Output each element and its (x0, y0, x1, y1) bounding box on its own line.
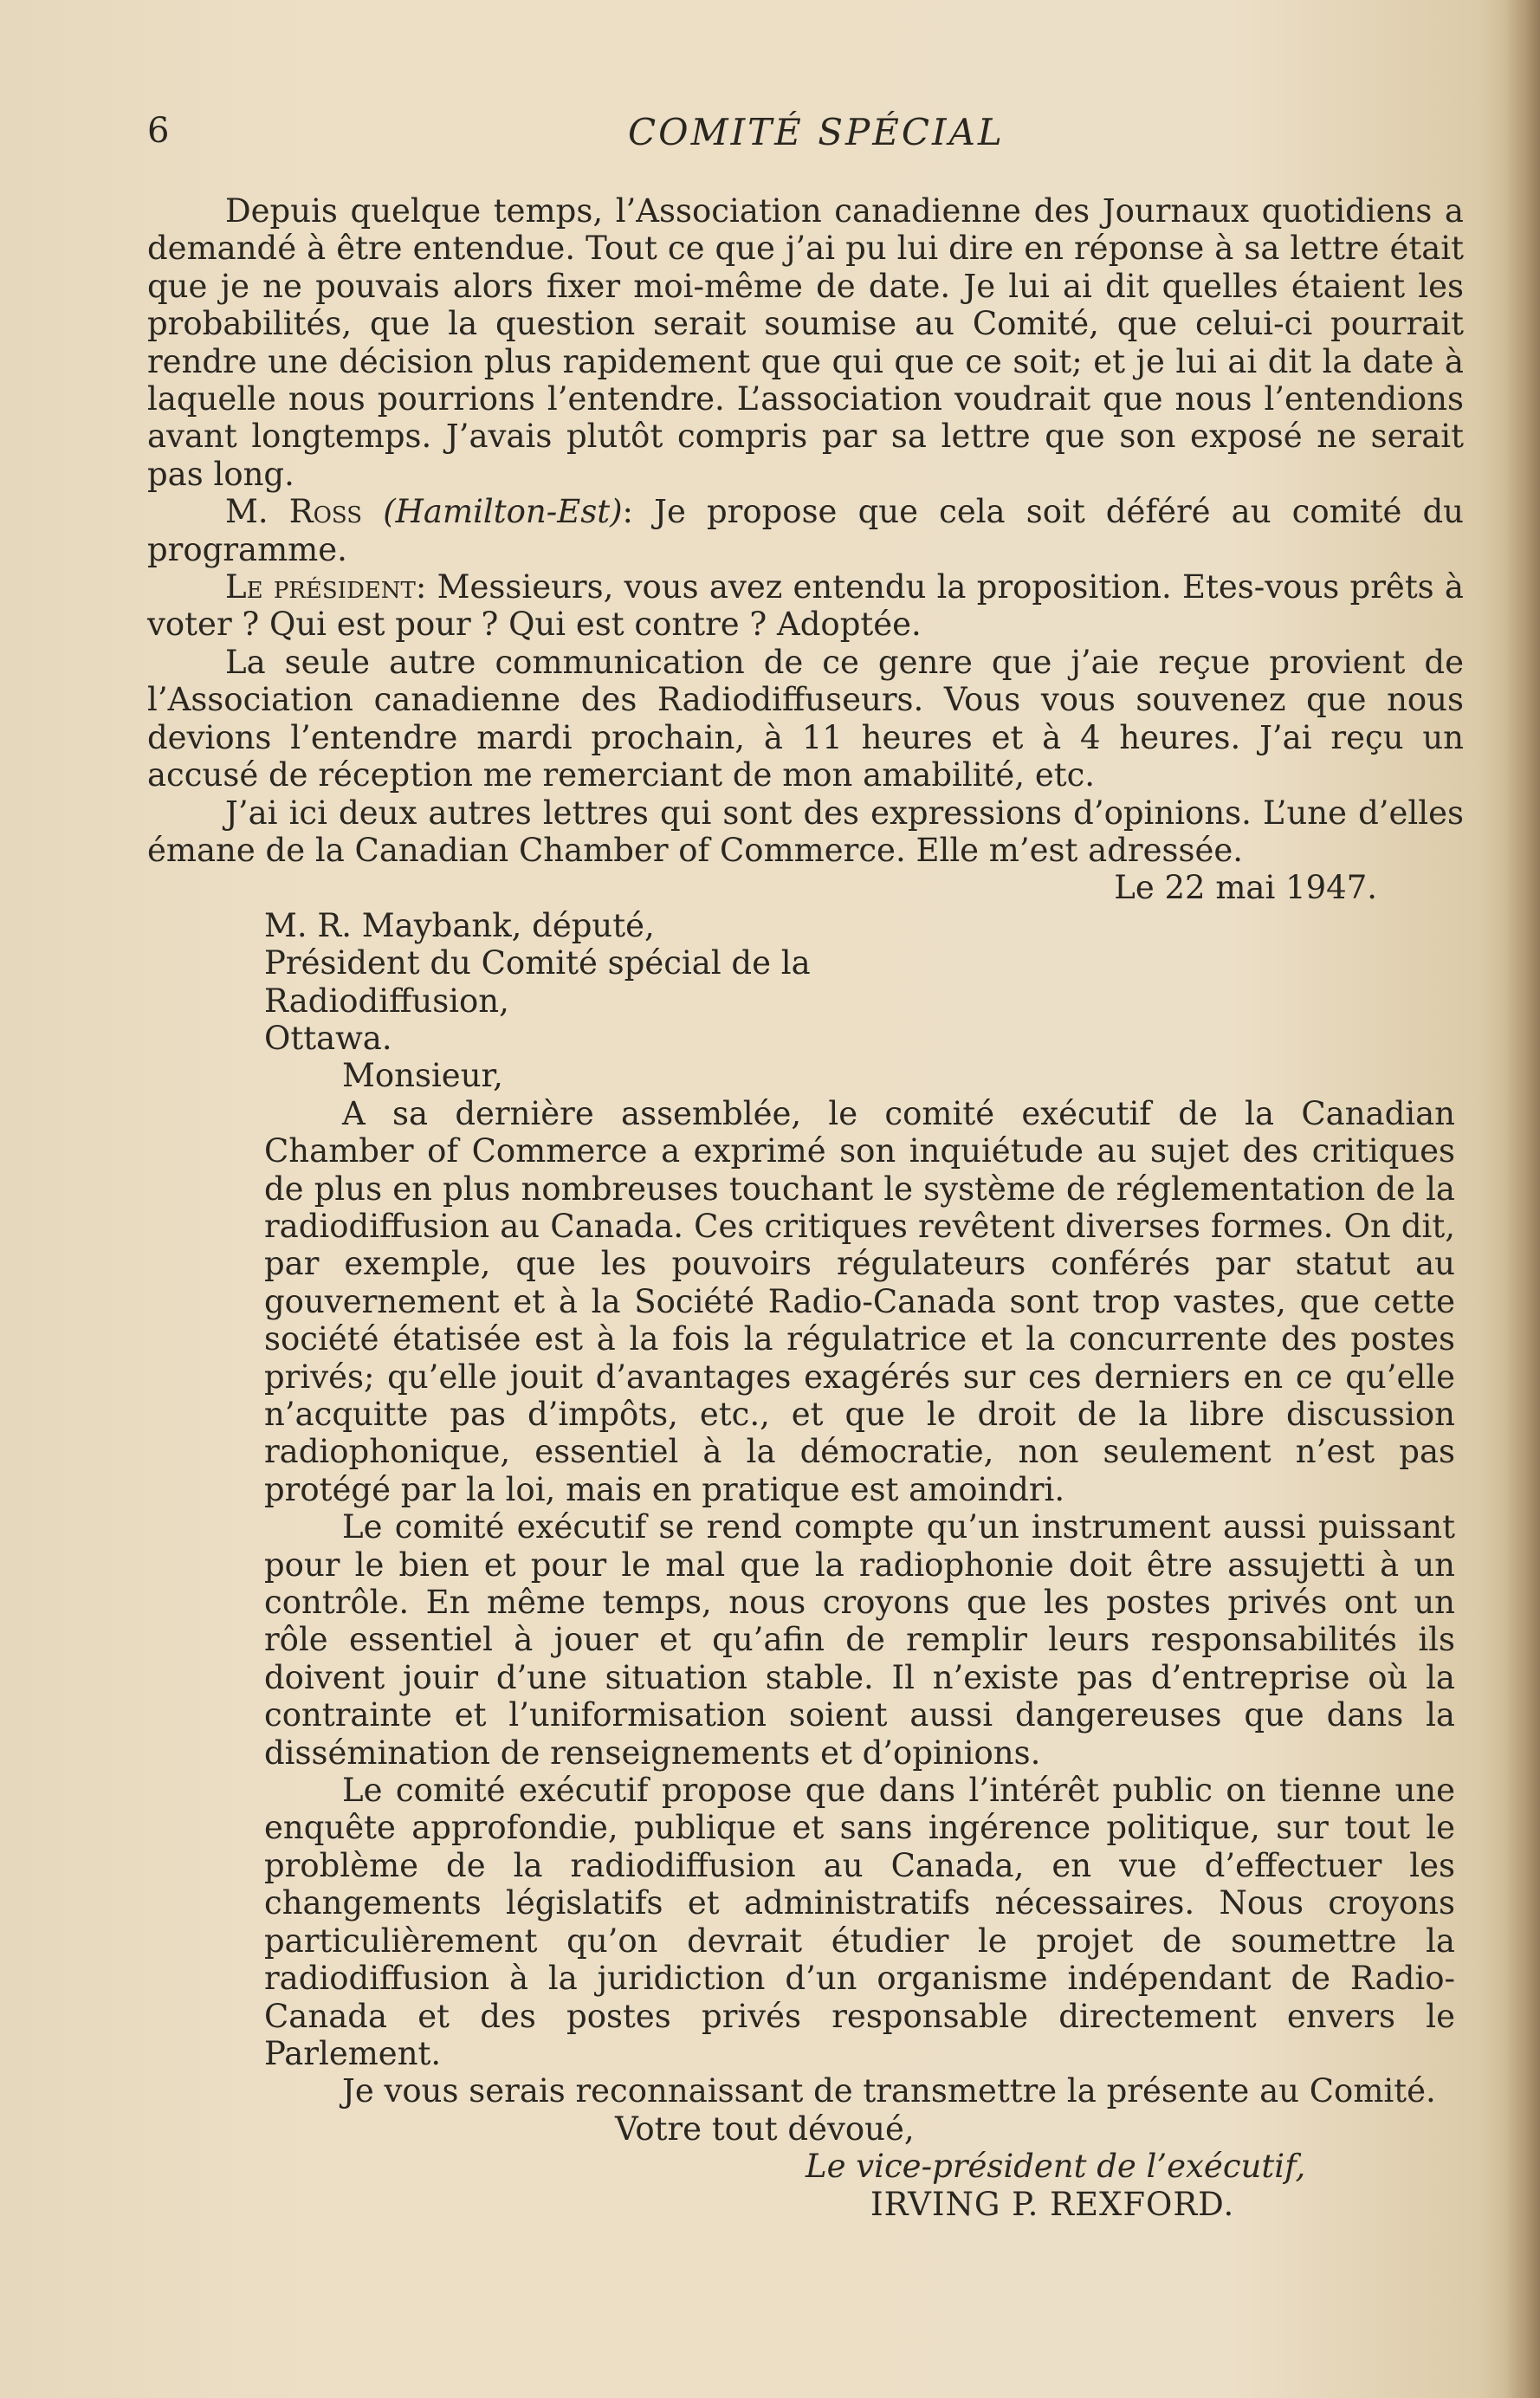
signer-name: IRVING P. REXFORD. (870, 2185, 1235, 2223)
page-edge-shadow (1505, 0, 1540, 2398)
letter-paragraph: Je vous serais reconnaissant de transmettre la présente au Comité. (342, 2072, 1436, 2110)
signer-title: Le vice-président de l’exécutif, (806, 2148, 1306, 2186)
letter-paragraph: A sa dernière assemblée, le comité exécutif de la Canadian Chamber of Commerce a exprimé son inquiétude au sujet des critiques de plus en plus nombreuses touchant le système de réglementation de la radiodiffusion au Canada. Ces critiques revêtent diverses formes. On dit, par exemple, que les pouvoirs régulateurs conférés par statut au gouvernement et à la Société Radio-Canada sont trop vastes, que cette société étatisée est à la fois la régulatrice et la concurrente des postes privés; qu’elle jouit d’avantages exagérés sur ces derniers en ce qu’elle n’acquitte pas d’impôts, etc., et que le droit de la libre discussion radiophonique, essentiel à la démocratie, non seulement n’est pas protégé par la loi, mais en pratique est amoindri. (264, 1094, 1455, 1508)
paragraph: J’ai ici deux autres lettres qui sont des expressions d’opinions. L’une d’elles émane de la Canadian Chamber of Commerce. Elle m’est adressée. (147, 794, 1464, 869)
address-line: Ottawa. (264, 1019, 392, 1057)
letter-paragraph: Le comité exécutif propose que dans l’intérêt public on tienne une enquête approfondie, publique et sans ingérence politique, sur tout le problème de la radiodiffusion au Canada, en vue d’effectuer les changements législatifs et administratifs nécessaires. Nous croyons particulièrement qu’on devrait étudier le projet de soumettre la radiodiffusion à la juridiction d’un organisme indépendant de Radio-Canada et des postes privés responsable directement envers le Parlement. (264, 1772, 1455, 2072)
speech-text: : Messieurs, vous avez entendu la proposition. Etes-vous prêts à voter ? Qui est pour ? Qui est contre ? Adoptée. (147, 568, 1464, 644)
letter-date: Le 22 mai 1947. (1114, 869, 1377, 907)
letter (264, 907, 1455, 2110)
paragraph: La seule autre communication de ce genre que j’aie reçue provient de l’Association canadienne des Radiodiffuseurs. Vous vous souvenez que nous devions l’entendre mardi prochain, à 11 heures et à 4 heures. J’ai reçu un accusé de réception me remerciant de mon amabilité, etc. (147, 643, 1464, 794)
speaker-riding: (Hamilton-Est) (383, 493, 623, 531)
paragraph-chair (147, 568, 1464, 644)
page-number: 6 (147, 111, 170, 151)
letter-closing: Votre tout dévoué, (615, 2110, 915, 2148)
speech-text: : Je propose que cela soit déféré au comité du programme. (147, 493, 1464, 568)
running-title: COMITÉ SPÉCIAL (628, 111, 1005, 153)
speaker-name: Le président (225, 568, 416, 606)
address-line: Président du Comité spécial de la (264, 944, 811, 982)
paragraph: Depuis quelque temps, l’Association canadienne des Journaux quotidiens a demandé à être entendue. Tout ce que j’ai pu lui dire en réponse à sa lettre était que je ne pouvais alors fixer moi-même de date. Je lui ai dit quelles étaient les probabilités, que la question serait soumise au Comité, que celui-ci pourrait rendre une décision plus rapidement que qui que ce soit; et je lui ai dit la date à laquelle nous pourrions l’entendre. L’association voudrait que nous l’entendions avant longtemps. J’avais plutôt compris par sa lettre que son exposé ne serait pas long. (147, 192, 1464, 493)
address-line: Radiodiffusion, (264, 982, 509, 1020)
letter-paragraph: Le comité exécutif se rend compte qu’un instrument aussi puissant pour le bien et pour le mal que la radiophonie doit être assujetti à un contrôle. En même temps, nous croyons que les postes privés ont un rôle essentiel à jouer et qu’afin de remplir leurs responsabilités ils doivent jouir d’une situation stable. Il n’existe pas d’entreprise où la contrainte et l’uniformisation soient aussi dangereuses que dans la dissémination de renseignements et d’opinions. (264, 1508, 1455, 1772)
page-header (147, 111, 1446, 163)
letter-address (264, 907, 1455, 1058)
document-body (147, 192, 1464, 2223)
paragraph-motion (147, 493, 1464, 568)
letter-salutation: Monsieur, (342, 1057, 503, 1095)
speaker-name: M. Ross (225, 493, 363, 531)
address-line: M. R. Maybank, député, (264, 906, 655, 944)
